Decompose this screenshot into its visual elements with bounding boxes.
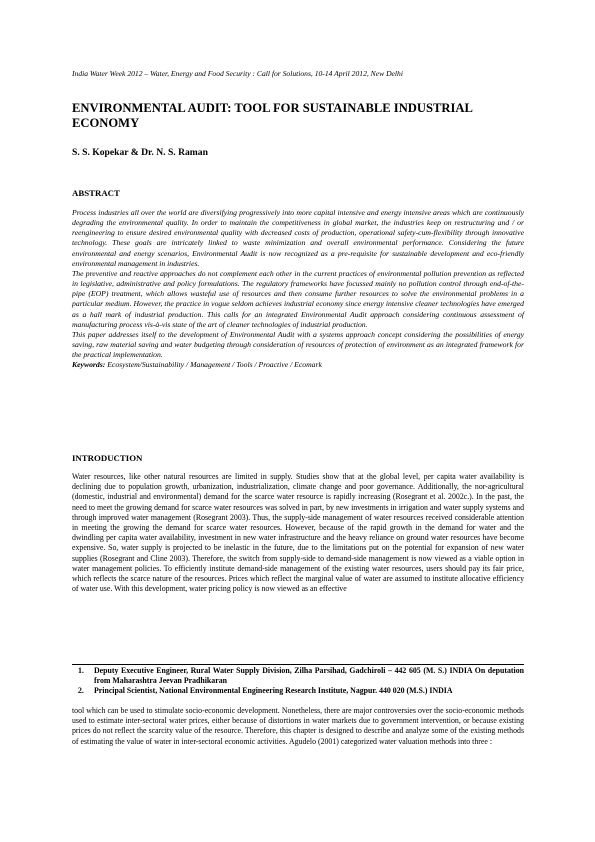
footnote-item [72, 686, 524, 696]
paper-title: ENVIRONMENTAL AUDIT: TOOL FOR SUSTAINABLE INDUSTRIAL ECONOMY [72, 101, 473, 130]
abstract-paragraph-1: Process industries all over the world are diversifying progressively into more capital intensive and energy intensive areas which are continuously degrading the environmental quality. In order to maintain the competitiveness in global market, the industries keep on restructuring and / or reengineering to ensure desired environmental quality with decreased costs of production, operational safety-cum-flexibility through innovative technology. These goals are intricately linked to waste minimization and overall environmental performance. Considering the future environmental and energy scenarios, Environmental Audit is now recognized as a pre-requisite for sustainable development and eco-friendly environmental management in industries. [72, 208, 524, 268]
footnote-text: Deputy Executive Engineer, Rural Water Supply Division, Zilha Parsihad, Gadchiroli – 442 605 (M. S.) INDIA On deputation from Maharashtra Jeevan Pradhikaran [94, 666, 524, 686]
footnote-number: 2. [78, 686, 84, 696]
footnote-number: 1. [78, 666, 84, 675]
author-line: S. S. Kopekar & Dr. N. S. Raman [72, 147, 208, 158]
introduction-continuation: tool which can be used to stimulate socio-economic development. Nonetheless, there are major controversies over the socio-economic methods used to estimate inter-sectoral water prices, either because of distortions in water markets due to government intervention, or because existing prices do not reflect the scarcity value of the resource. Therefore, this chapter is designed to describe and analyze some of the existing methods of estimating the value of water in inter-sectoral economic activities. Agudelo (2001) categorized water valuation methods into three : [72, 706, 524, 746]
footnote-text: Principal Scientist, National Environmental Engineering Research Institute, Nagpur. 440 020 (M.S.) INDIA [94, 686, 453, 696]
running-head: India Water Week 2012 – Water, Energy and Food Security : Call for Solutions, 10-14 April 2012, New Delhi [72, 69, 403, 78]
footnote-item [72, 666, 524, 686]
introduction-body [72, 472, 524, 594]
keywords-label: Keywords: [72, 360, 106, 370]
abstract-body [72, 208, 524, 371]
introduction-paragraph: Water resources, like other natural resources are limited in supply. Studies show that at the global level, per capita water availability is declining due to population growth, urbanization, industrialization, climate change and poor governance. Additionally, the nor-agricultural (domestic, industrial and environmental) demand for the scarce water resource is rapidly increasing (Rosegrant et al. 2002c.). In the past, the need to meet the growing demand for scarce water resources was solved in part, by new investments in irrigation and water supply systems and through improved water management (Rosegrant 2003). Thus, the supply-side management of water resources received considerable attention in meeting the growing the demand for scarce water resources. However, because of the rapid growth in the demand for water and the dwindling per capita water availability, investment in new water infrastructure and the heavy reliance on ground water resources have become expensive. So, water supply is projected to be inelastic in the future, due to the limitations put on the potential for expansion of new water supplies (Rosegrant and Cline 2003). Therefore, the switch from supply-side to demand-side management is now viewed as a viable option in water management policies. To efficiently institute demand-side management of the existing water resources, users should pay its fair price, which reflects the scarce nature of the resources. Prices which reflect the marginal value of water are assumed to institute allocative efficiency of water use. With this development, water pricing policy is now viewed as an effective [72, 472, 524, 594]
footnote-list [72, 666, 524, 696]
abstract-paragraph-3: This paper addresses itself to the development of Environmental Audit with a systems approach concept considering the possibilities of energy saving, raw material saving and water budgeting through consideration of resources of protection of environment as an integrated framework for the practical implementation. [72, 329, 524, 360]
abstract-heading: ABSTRACT [72, 188, 120, 198]
abstract-paragraph-2: The preventive and reactive approaches do not complement each other in the current practices of environmental pollution prevention as reflected in legislative, administrative and policy formulations. The regulatory frameworks have focussed mainly no pollution control through end-of-the-pipe (EOP) treatment, which allows wasteful use of resources and then consume further resources to solve the environmental problems in a particular medium. However, the practice in vogue seldom achieves industrial economy since energy intensive cleaner technologies have emerged as a hall mark of industrial production. This calls for an integrated Environmental Audit approach considering continuous assessment of manufacturing process vis-à-vis state of the art of cleaner technologies of industrial production. [72, 268, 524, 329]
introduction-heading: INTRODUCTION [72, 453, 143, 463]
keywords-list: Ecosystem/Sustainability / Management / Tools / Proactive / Ecomark [105, 360, 322, 370]
keywords-line [72, 360, 524, 370]
footnote-divider [72, 664, 524, 665]
